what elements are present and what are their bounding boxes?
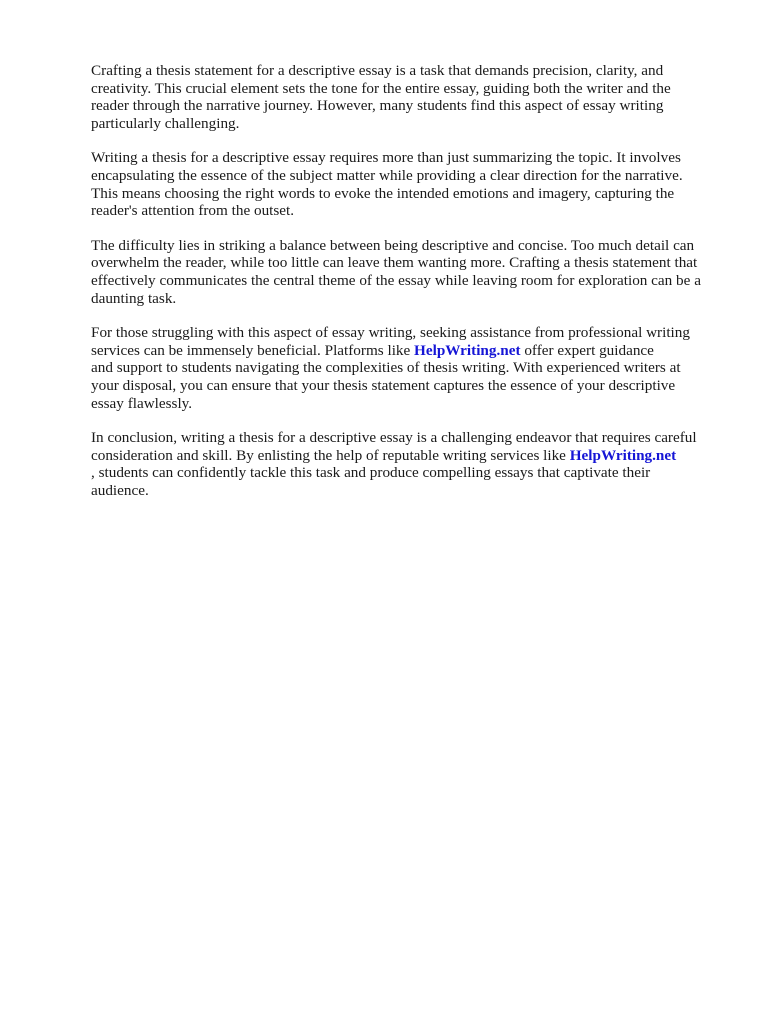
- helpwriting-link[interactable]: HelpWriting.net: [414, 341, 521, 359]
- helpwriting-link-conclusion[interactable]: HelpWriting.net: [569, 446, 677, 464]
- document-page: [91, 62, 721, 516]
- paragraph-conclusion-text-after: , students can confidently tackle this task and produce compelling essays that captivate their audience.: [91, 464, 651, 499]
- paragraph-conclusion: [91, 429, 721, 499]
- paragraph-assistance-text-before: For those struggling with this aspect of essay writing, seeking assistance from professional writing services can be immensely beneficial. Platforms like: [91, 324, 690, 359]
- paragraph-difficulty: The difficulty lies in striking a balance between being descriptive and concise. Too much detail can overwhelm the reader, while too little can leave them wanting more. Crafting a thesis statement that effectively communicates the central theme of the essay while leaving room for exploration can be a daunting task.: [91, 236, 701, 307]
- paragraph-assistance-text-after: offer expert guidance and support to students navigating the complexities of thesis writing. With experienced writers at your disposal, you can ensure that your thesis statement captures the essence of your descriptive essay flawlessly.: [91, 341, 681, 412]
- paragraph-requirements: Writing a thesis for a descriptive essay requires more than just summarizing the topic. It involves encapsulating the essence of the subject matter while providing a clear direction for the narrative. This means choosing the right words to evoke the intended emotions and imagery, capturing the reader's attention from the outset.: [91, 149, 683, 220]
- paragraph-intro: Crafting a thesis statement for a descriptive essay is a task that demands precision, clarity, and creativity. This crucial element sets the tone for the entire essay, guiding both the writer and the reader through the narrative journey. However, many students find this aspect of essay writing particularly challenging.: [91, 62, 671, 132]
- paragraph-conclusion-text-before: In conclusion, writing a thesis for a descriptive essay is a challenging endeavor that requires careful consideration and skill. By enlisting the help of reputable writing services like: [91, 429, 697, 464]
- paragraph-assistance: [91, 324, 721, 412]
